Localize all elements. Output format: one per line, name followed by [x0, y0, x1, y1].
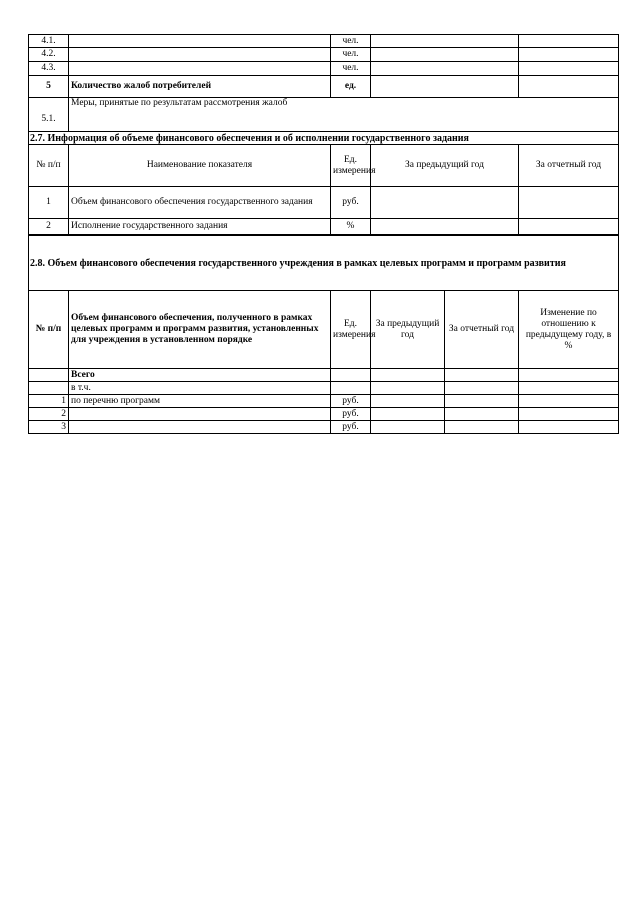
change-cell [519, 408, 619, 421]
prev-year-cell [371, 369, 445, 382]
prev-year-cell [371, 395, 445, 408]
col-header-unit: Ед. измерения [331, 145, 371, 187]
prev-year-cell [371, 35, 519, 48]
table-row [29, 187, 619, 219]
section-2-8-title: 2.8. Объем финансового обеспечения государственного учреждения в рамках целевых программ и программ развития [29, 236, 619, 291]
curr-year-cell [445, 408, 519, 421]
curr-year-cell [519, 219, 619, 235]
row-unit [331, 382, 371, 395]
row-name: по перечню программ [69, 395, 331, 408]
table-row [29, 421, 619, 434]
row-unit [331, 369, 371, 382]
programs-table [28, 235, 619, 434]
table-row [29, 219, 619, 235]
col-header-curr: За отчетный год [519, 145, 619, 187]
change-cell [519, 421, 619, 434]
row-number: 1 [29, 187, 69, 219]
col-header-curr: За отчетный год [445, 291, 519, 369]
curr-year-cell [519, 48, 619, 62]
incl-label: в т.ч. [69, 382, 331, 395]
table-row [29, 395, 619, 408]
prev-year-cell [371, 62, 519, 76]
row-unit: руб. [331, 395, 371, 408]
curr-year-cell [445, 395, 519, 408]
col-header-name: Объем финансового обеспечения, полученного в рамках целевых программ и программ развития, установленных для учреждения в установленном порядке [69, 291, 331, 369]
curr-year-cell [445, 369, 519, 382]
change-cell [519, 395, 619, 408]
curr-year-cell [519, 62, 619, 76]
curr-year-cell [519, 187, 619, 219]
prev-year-cell [371, 382, 445, 395]
report-sheet [28, 34, 618, 434]
row-unit: чел. [331, 62, 371, 76]
col-header-num: № п/п [29, 145, 69, 187]
row-number [29, 382, 69, 395]
row-name: Количество жалоб потребителей [69, 76, 331, 98]
table-row [29, 382, 619, 395]
table-row [29, 76, 619, 98]
row-unit: руб. [331, 408, 371, 421]
change-cell [519, 382, 619, 395]
row-unit: руб. [331, 421, 371, 434]
prev-year-cell [371, 48, 519, 62]
curr-year-cell [519, 76, 619, 98]
col-header-unit: Ед. измерения [331, 291, 371, 369]
row-unit: ед. [331, 76, 371, 98]
section-2-7-title: 2.7. Информация об объеме финансового обеспечения и об исполнении государственного задания [29, 132, 619, 145]
total-label: Всего [69, 369, 331, 382]
curr-year-cell [519, 35, 619, 48]
row-number: 2 [29, 408, 69, 421]
section-title-row [29, 236, 619, 291]
row-number: 2 [29, 219, 69, 235]
row-unit: чел. [331, 48, 371, 62]
row-name: Исполнение государственного задания [69, 219, 331, 235]
row-unit: чел. [331, 35, 371, 48]
curr-year-cell [445, 382, 519, 395]
row-name [69, 35, 331, 48]
row-name [69, 408, 331, 421]
table-row [29, 369, 619, 382]
col-header-name: Наименование показателя [69, 145, 331, 187]
col-header-num: № п/п [29, 291, 69, 369]
indicators-table [28, 34, 619, 235]
col-header-change: Изменение по отношению к предыдущему году, в % [519, 291, 619, 369]
section-title-row [29, 132, 619, 145]
prev-year-cell [371, 219, 519, 235]
row-number: 4.3. [29, 62, 69, 76]
row-number: 4.2. [29, 48, 69, 62]
row-number: 5 [29, 76, 69, 98]
row-name [69, 62, 331, 76]
col-header-prev: За предыдущий год [371, 145, 519, 187]
col-header-prev: За предыдущий год [371, 291, 445, 369]
prev-year-cell [371, 421, 445, 434]
table-row [29, 48, 619, 62]
table-row [29, 98, 619, 132]
row-unit: % [331, 219, 371, 235]
prev-year-cell [371, 408, 445, 421]
prev-year-cell [371, 76, 519, 98]
header-row [29, 145, 619, 187]
curr-year-cell [445, 421, 519, 434]
row-name [69, 48, 331, 62]
row-number [29, 369, 69, 382]
header-row [29, 291, 619, 369]
prev-year-cell [371, 187, 519, 219]
row-name [69, 421, 331, 434]
row-number: 4.1. [29, 35, 69, 48]
row-number: 5.1. [29, 98, 69, 132]
row-number: 1 [29, 395, 69, 408]
row-number: 3 [29, 421, 69, 434]
change-cell [519, 369, 619, 382]
table-row [29, 408, 619, 421]
row-name: Меры, принятые по результатам рассмотрения жалоб [69, 98, 619, 132]
table-row [29, 62, 619, 76]
row-unit: руб. [331, 187, 371, 219]
table-row [29, 35, 619, 48]
row-name: Объем финансового обеспечения государственного задания [69, 187, 331, 219]
